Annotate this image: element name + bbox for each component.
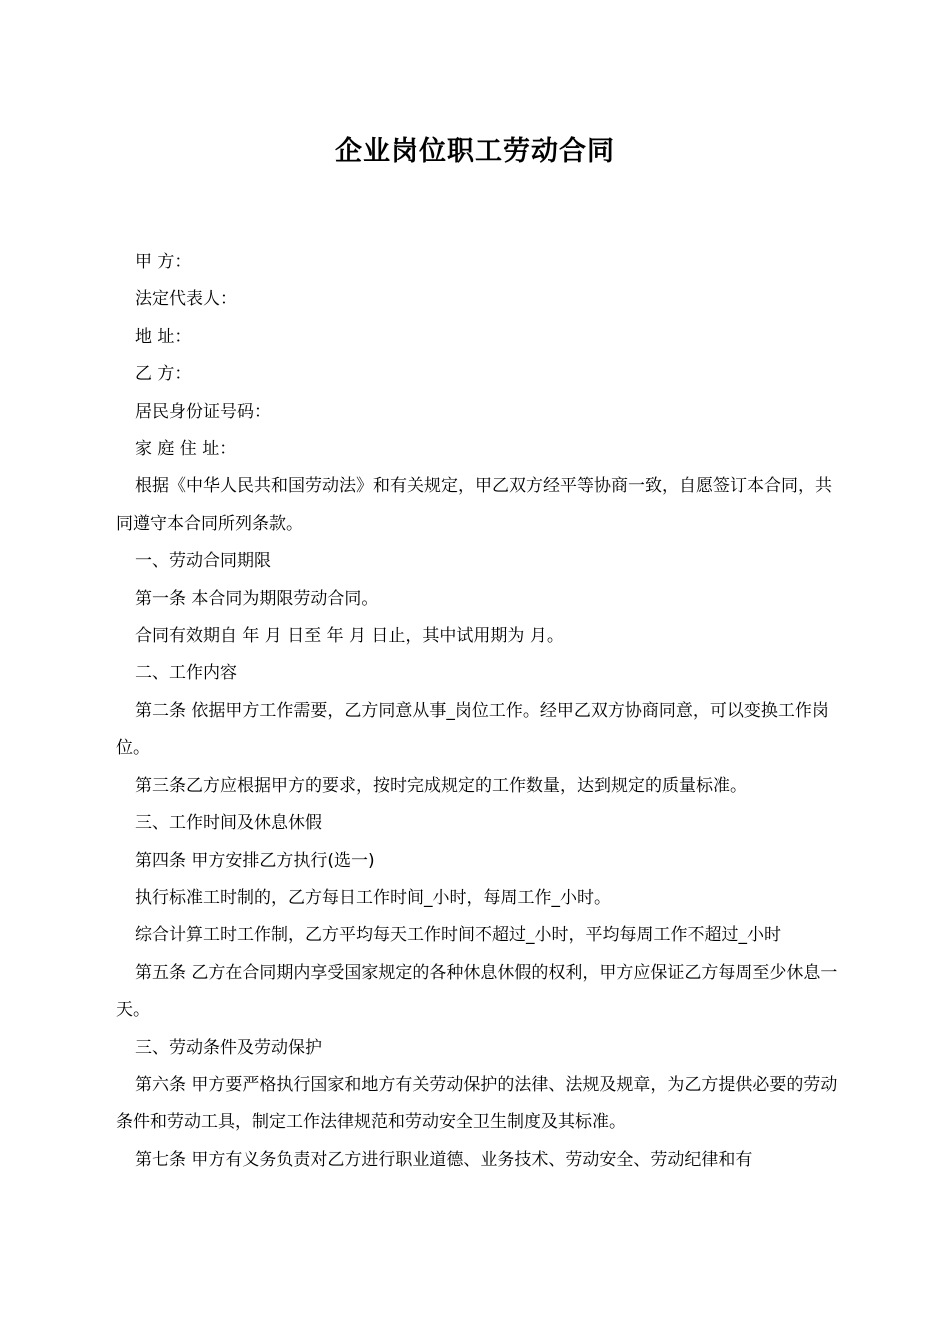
document-title: 企业岗位职工劳动合同 [335,136,615,167]
standard-hours-paragraph: 执行标准工时制的，乙方每日工作时间_小时，每周工作_小时。 [135,887,611,908]
section-heading-work-content: 二、工作内容 [135,663,237,684]
party-b-field: 乙 方： [135,364,192,385]
section-heading-term: 一、劳动合同期限 [135,551,271,572]
comprehensive-hours-paragraph: 综合计算工时工作制，乙方平均每天工作时间不超过_小时，平均每周工作不超过_小时 [135,925,781,946]
article-7: 第七条 甲方有义务负责对乙方进行职业道德、业务技术、劳动安全、劳动纪律和有 [135,1149,753,1170]
document-body [116,244,838,1179]
legal-representative-field: 法定代表人： [135,289,237,310]
preamble-paragraph: 根据《中华人民共和国劳动法》和有关规定，甲乙双方经平等协商一致，自愿签订本合同，共同遵守本合同所列条款。 [116,476,832,534]
section-heading-working-hours: 三、工作时间及休息休假 [135,813,322,834]
contract-period-paragraph: 合同有效期自 年 月 日至 年 月 日止，其中试用期为 月。 [135,626,564,647]
party-a-field: 甲 方： [135,252,192,272]
article-6: 第六条 甲方要严格执行国家和地方有关劳动保护的法律、法规及规章，为乙方提供必要的劳动条件和劳动工具，制定工作法律规范和劳动安全卫生制度及其标准。 [116,1074,838,1133]
article-2: 第二条 依据甲方工作需要，乙方同意从事_岗位工作。经甲乙双方协商同意，可以变换工作岗位。 [116,700,829,759]
article-1: 第一条 本合同为期限劳动合同。 [135,588,379,609]
article-5: 第五条 乙方在合同期内享受国家规定的各种休息休假的权利，甲方应保证乙方每周至少休息一天。 [116,962,838,1021]
article-3: 第三条乙方应根据甲方的要求，按时完成规定的工作数量，达到规定的质量标准。 [135,775,747,796]
address-field: 地 址： [135,326,192,347]
article-4: 第四条 甲方安排乙方执行(选一) [135,850,375,871]
section-heading-labor-protection: 三、劳动条件及劳动保护 [135,1037,322,1058]
home-address-field: 家 庭 住 址： [135,439,237,460]
id-number-field: 居民身份证号码： [135,401,271,422]
